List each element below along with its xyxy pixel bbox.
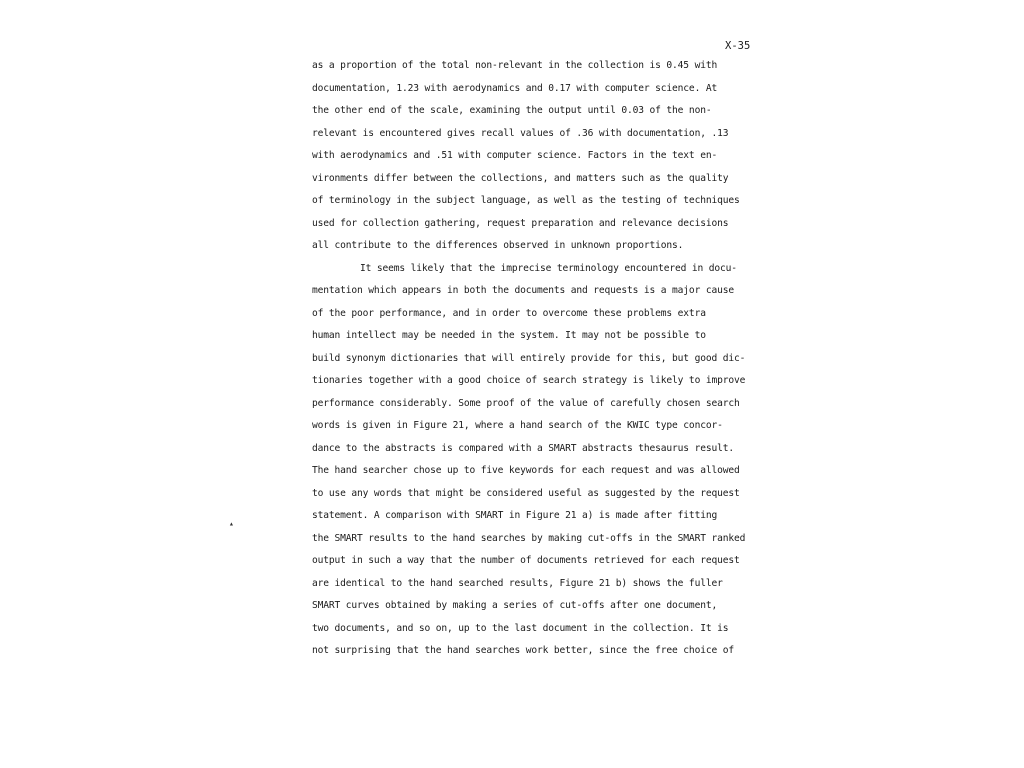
text-line: mentation which appears in both the documents and requests is a major cause bbox=[312, 285, 734, 296]
text-line: build synonym dictionaries that will entirely provide for this, but good dic- bbox=[312, 352, 746, 364]
text-line: The hand searcher chose up to five keywords for each request and was allowed bbox=[312, 465, 740, 476]
text-line: vironments differ between the collections, and matters such as the quality bbox=[312, 172, 729, 184]
text-line: human intellect may be needed in the system. It may not be possible to bbox=[312, 330, 706, 341]
text-line: with aerodynamics and .51 with computer science. Factors in the text en- bbox=[312, 150, 718, 161]
text-line: statement. A comparison with SMART in Figure 21 a) is made after fitting bbox=[312, 510, 718, 521]
page-number: X-35 bbox=[725, 40, 751, 52]
text-line: documentation, 1.23 with aerodynamics and 0.17 with computer science. At bbox=[312, 82, 718, 94]
text-line: words is given in Figure 21, where a hand search of the KWIC type concor- bbox=[312, 420, 723, 431]
text-line: as a proportion of the total non-relevant in the collection is 0.45 with bbox=[312, 60, 718, 71]
text-line: two documents, and so on, up to the last document in the collection. It is bbox=[312, 622, 729, 634]
text-line: tionaries together with a good choice of search strategy is likely to improve bbox=[312, 375, 746, 386]
text-line: of terminology in the subject language, as well as the testing of techniques bbox=[312, 195, 740, 206]
text-line: performance considerably. Some proof of the value of carefully chosen search bbox=[312, 397, 740, 409]
text-line: SMART curves obtained by making a series of cut-offs after one document, bbox=[312, 600, 718, 611]
text-line: all contribute to the differences observed in unknown proportions. bbox=[312, 240, 684, 251]
text-line: output in such a way that the number of documents retrieved for each request bbox=[312, 555, 740, 566]
text-line: of the poor performance, and in order to overcome these problems extra bbox=[312, 307, 706, 319]
text-line: the SMART results to the hand searches by making cut-offs in the SMART ranked bbox=[312, 532, 746, 544]
margin-mark: ▴ bbox=[229, 519, 234, 528]
text-line: dance to the abstracts is compared with a SMART abstracts thesaurus result. bbox=[312, 442, 734, 454]
text-line: to use any words that might be considered useful as suggested by the request bbox=[312, 487, 740, 499]
paragraph-start-line: It seems likely that the imprecise terminology encountered in docu- bbox=[360, 262, 737, 274]
text-line: are identical to the hand searched results, Figure 21 b) shows the fuller bbox=[312, 577, 723, 589]
text-line: the other end of the scale, examining the output until 0.03 of the non- bbox=[312, 105, 712, 116]
text-line: relevant is encountered gives recall values of .36 with documentation, .13 bbox=[312, 127, 729, 139]
text-line: not surprising that the hand searches work better, since the free choice of bbox=[312, 645, 734, 656]
text-line: used for collection gathering, request preparation and relevance decisions bbox=[312, 217, 729, 229]
